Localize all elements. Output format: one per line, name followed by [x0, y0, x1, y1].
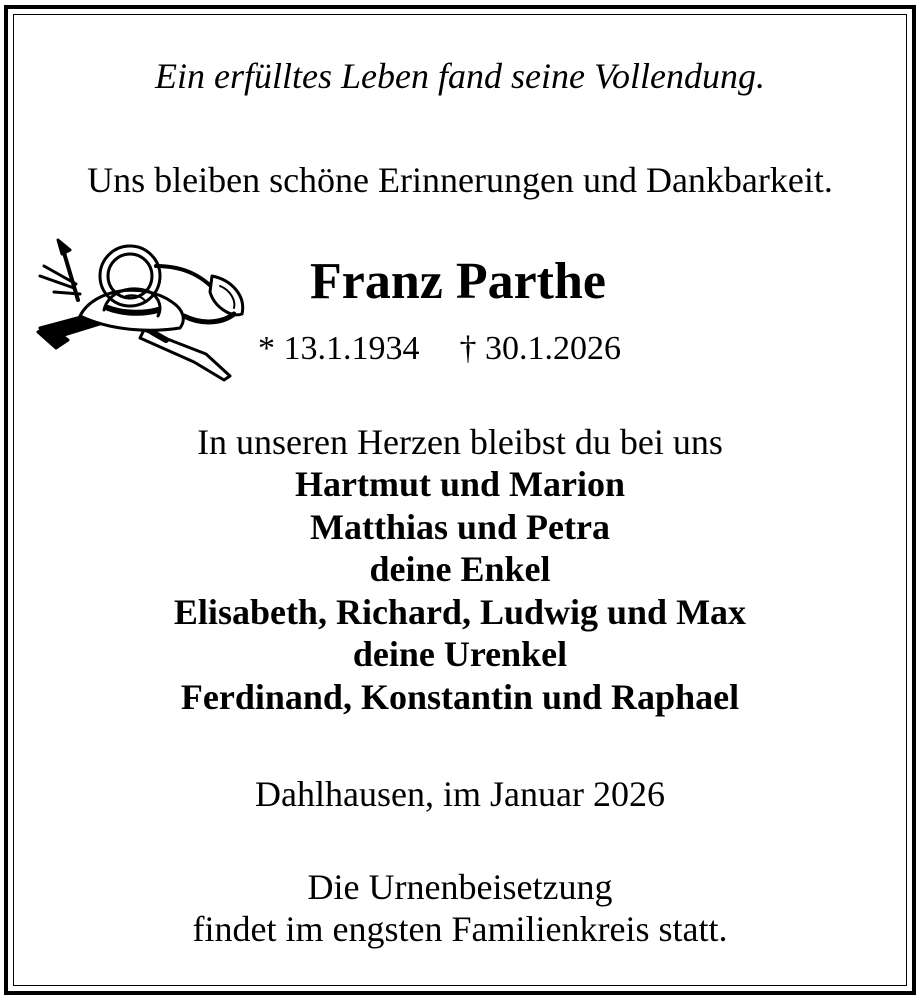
life-dates [258, 328, 621, 370]
family-line: Matthias und Petra [310, 506, 610, 547]
hearts-line: In unseren Herzen bleibst du bei uns [197, 422, 723, 462]
memory-line: Uns bleiben schöne Erinnerungen und Dankbarkeit. [87, 160, 833, 200]
death-date: † 30.1.2026 [459, 330, 621, 367]
family-list [0, 463, 920, 718]
birth-date: * 13.1.1934 [258, 330, 420, 367]
motto: Ein erfülltes Leben fand seine Vollendung. [155, 56, 765, 96]
place-date: Dahlhausen, im Januar 2026 [255, 774, 665, 814]
funeral-note-line: Die Urnenbeisetzung [307, 867, 613, 907]
family-line: deine Urenkel [352, 634, 568, 674]
family-line: deine Enkel [369, 549, 551, 589]
funeral-note-line: findet im engsten Familienkreis statt. [192, 909, 728, 949]
family-line: Elisabeth, Richard, Ludwig und Max [173, 591, 747, 632]
family-line: Ferdinand, Konstantin und Raphael [180, 676, 740, 717]
funeral-note [0, 866, 920, 950]
family-line: Hartmut und Marion [294, 464, 625, 504]
hunting-emblem-icon [34, 236, 254, 384]
deceased-name: Franz Parthe [309, 253, 606, 310]
